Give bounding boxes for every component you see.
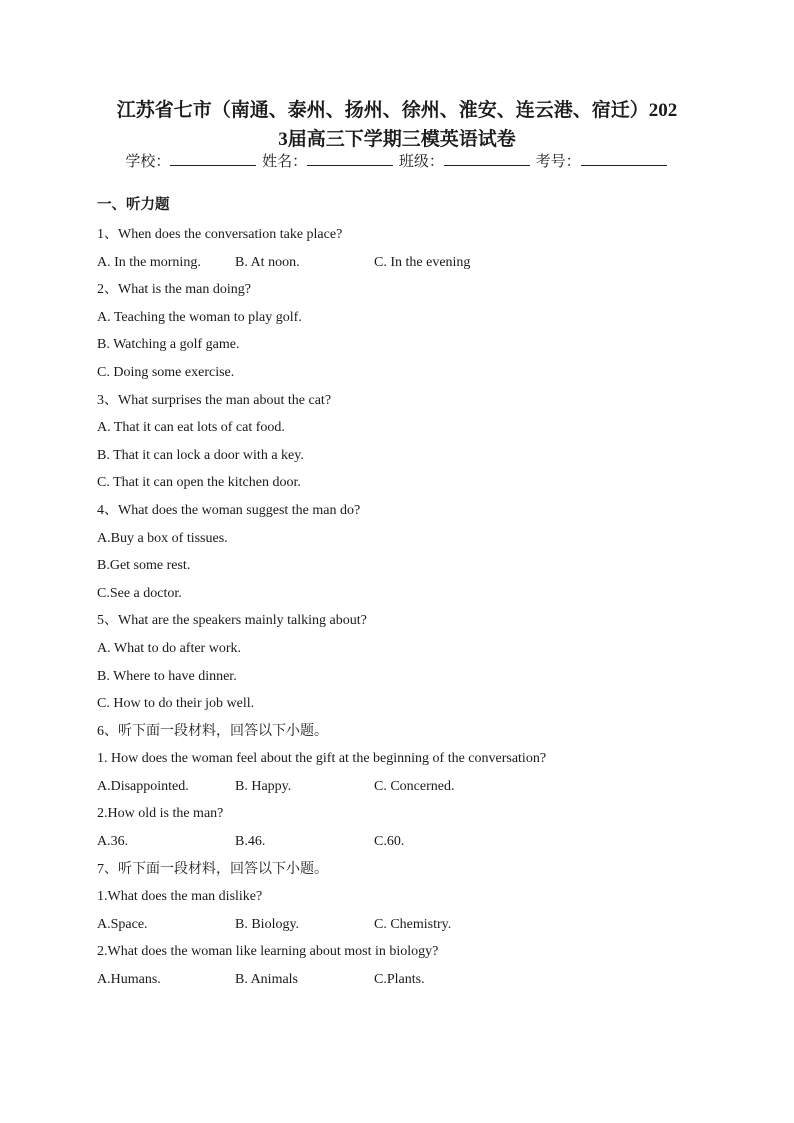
option-b: B. Biology. <box>235 916 300 932</box>
question-6: 6、听下面一段材料，回答以下小题。 <box>97 723 328 739</box>
option-a: A.Space. <box>97 916 148 932</box>
option-b: B. At noon. <box>235 254 300 270</box>
option-a: A.Humans. <box>97 972 161 988</box>
option-c: C. How to do their job well. <box>97 696 255 712</box>
option-b: B.46. <box>235 834 266 850</box>
name-blank[interactable] <box>307 151 393 166</box>
exam-title-line-1: 江苏省七市（南通、泰州、扬州、徐州、淮安、连云港、宿迁）202 <box>116 100 678 121</box>
option-c: C.See a doctor. <box>97 585 182 601</box>
option-c: C. Doing some exercise. <box>97 364 235 380</box>
question-7-2: 2.What does the woman like learning about most in biology? <box>97 944 439 960</box>
question-7: 7、听下面一段材料，回答以下小题。 <box>97 861 328 877</box>
exam-title-line-2: 3届高三下学期三模英语试卷 <box>278 129 516 150</box>
option-c: C.60. <box>374 834 405 850</box>
number-blank[interactable] <box>581 151 667 166</box>
class-label: 班级： <box>398 154 444 170</box>
option-c: C. Concerned. <box>374 778 455 794</box>
option-b: B. Where to have dinner. <box>97 668 237 684</box>
question-4: 4、What does the woman suggest the man do? <box>97 502 361 518</box>
exam-title <box>90 96 704 154</box>
question-2: 2、What is the man doing? <box>97 282 251 298</box>
option-c: C.Plants. <box>374 972 425 988</box>
option-b: B. Watching a golf game. <box>97 337 240 353</box>
option-a: A. Teaching the woman to play golf. <box>97 309 302 325</box>
option-b: B. That it can lock a door with a key. <box>97 447 304 463</box>
school-blank[interactable] <box>170 151 256 166</box>
class-blank[interactable] <box>444 151 530 166</box>
option-a: A. In the morning. <box>97 254 201 270</box>
question-3: 3、What surprises the man about the cat? <box>97 392 332 408</box>
option-a: A. That it can eat lots of cat food. <box>97 420 285 436</box>
option-b: B. Happy. <box>235 778 292 794</box>
option-a: A.36. <box>97 834 129 850</box>
option-a: A. What to do after work. <box>97 640 241 656</box>
question-1: 1、When does the conversation take place? <box>97 227 343 242</box>
option-c: C. Chemistry. <box>374 916 452 932</box>
question-5: 5、What are the speakers mainly talking about? <box>97 613 367 629</box>
question-7-2-options <box>97 966 717 994</box>
option-c: C. That it can open the kitchen door. <box>97 475 301 491</box>
option-b: B.Get some rest. <box>97 558 191 574</box>
option-a: A.Buy a box of tissues. <box>97 530 228 546</box>
question-6-1: 1. How does the woman feel about the gift at the beginning of the conversation? <box>97 751 547 767</box>
name-label: 姓名： <box>262 154 308 170</box>
option-c: C. In the evening <box>374 254 471 270</box>
question-7-1-options <box>97 911 717 939</box>
question-7-1: 1.What does the man dislike? <box>97 889 263 905</box>
question-6-2-options <box>97 828 717 856</box>
school-label: 学校： <box>125 154 171 170</box>
question-1-options <box>97 249 717 277</box>
option-b: B. Animals <box>235 972 299 988</box>
section-heading: 一、听力题 <box>97 197 170 213</box>
number-label: 考号： <box>535 154 581 170</box>
question-6-1-options <box>97 773 717 801</box>
student-info-row <box>0 151 794 173</box>
exam-content <box>97 193 717 994</box>
question-6-2: 2.How old is the man? <box>97 806 224 822</box>
option-a: A.Disappointed. <box>97 778 189 794</box>
